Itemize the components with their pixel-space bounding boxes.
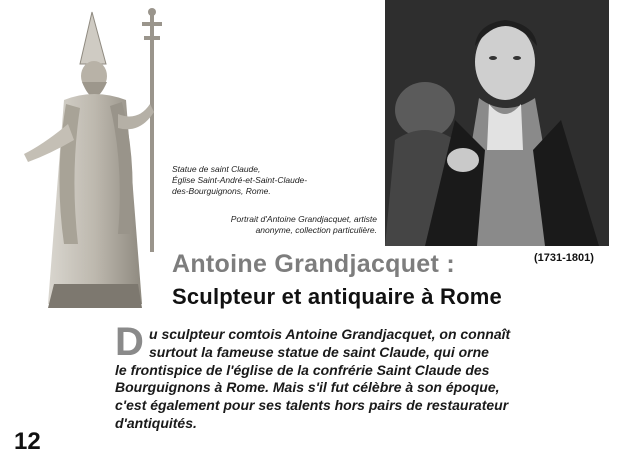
intro-line: c'est également pour ses talents hors pairs de restaurateur	[115, 397, 509, 414]
statue-caption-line: Église Saint-André-et-Saint-Claude-	[172, 175, 308, 185]
statue-caption	[172, 164, 347, 197]
statue-caption-line: Statue de saint Claude,	[172, 164, 261, 174]
intro-line: Bourguignons à Rome. Mais s'il fut célèbre à son époque,	[115, 379, 500, 396]
article-subtitle: Sculpteur et antiquaire à Rome	[172, 284, 502, 309]
portrait-caption	[185, 214, 377, 236]
intro-line: u sculpteur comtois Antoine Grandjacquet, on connaît	[149, 326, 511, 342]
intro-line: le frontispice de l'église de la confrérie Saint Claude des	[115, 361, 490, 378]
saint-claude-statue-image	[14, 4, 166, 308]
drop-cap: D	[115, 320, 144, 364]
intro-line: surtout la fameuse statue de saint Claude, qui orne	[149, 343, 489, 360]
portrait-caption-line: anonyme, collection particulière.	[255, 225, 377, 235]
page-number: 12	[14, 428, 41, 455]
intro-line: d'antiquités.	[115, 414, 197, 431]
life-dates: (1731-1801)	[534, 252, 594, 264]
article-title-name: Antoine Grandjacquet :	[172, 250, 456, 278]
grandjacquet-portrait-image	[385, 0, 609, 246]
statue-caption-line: des-Bourguignons, Rome.	[172, 186, 271, 196]
portrait-caption-line: Portrait d'Antoine Grandjacquet, artiste	[230, 214, 377, 224]
intro-paragraph	[115, 326, 613, 433]
